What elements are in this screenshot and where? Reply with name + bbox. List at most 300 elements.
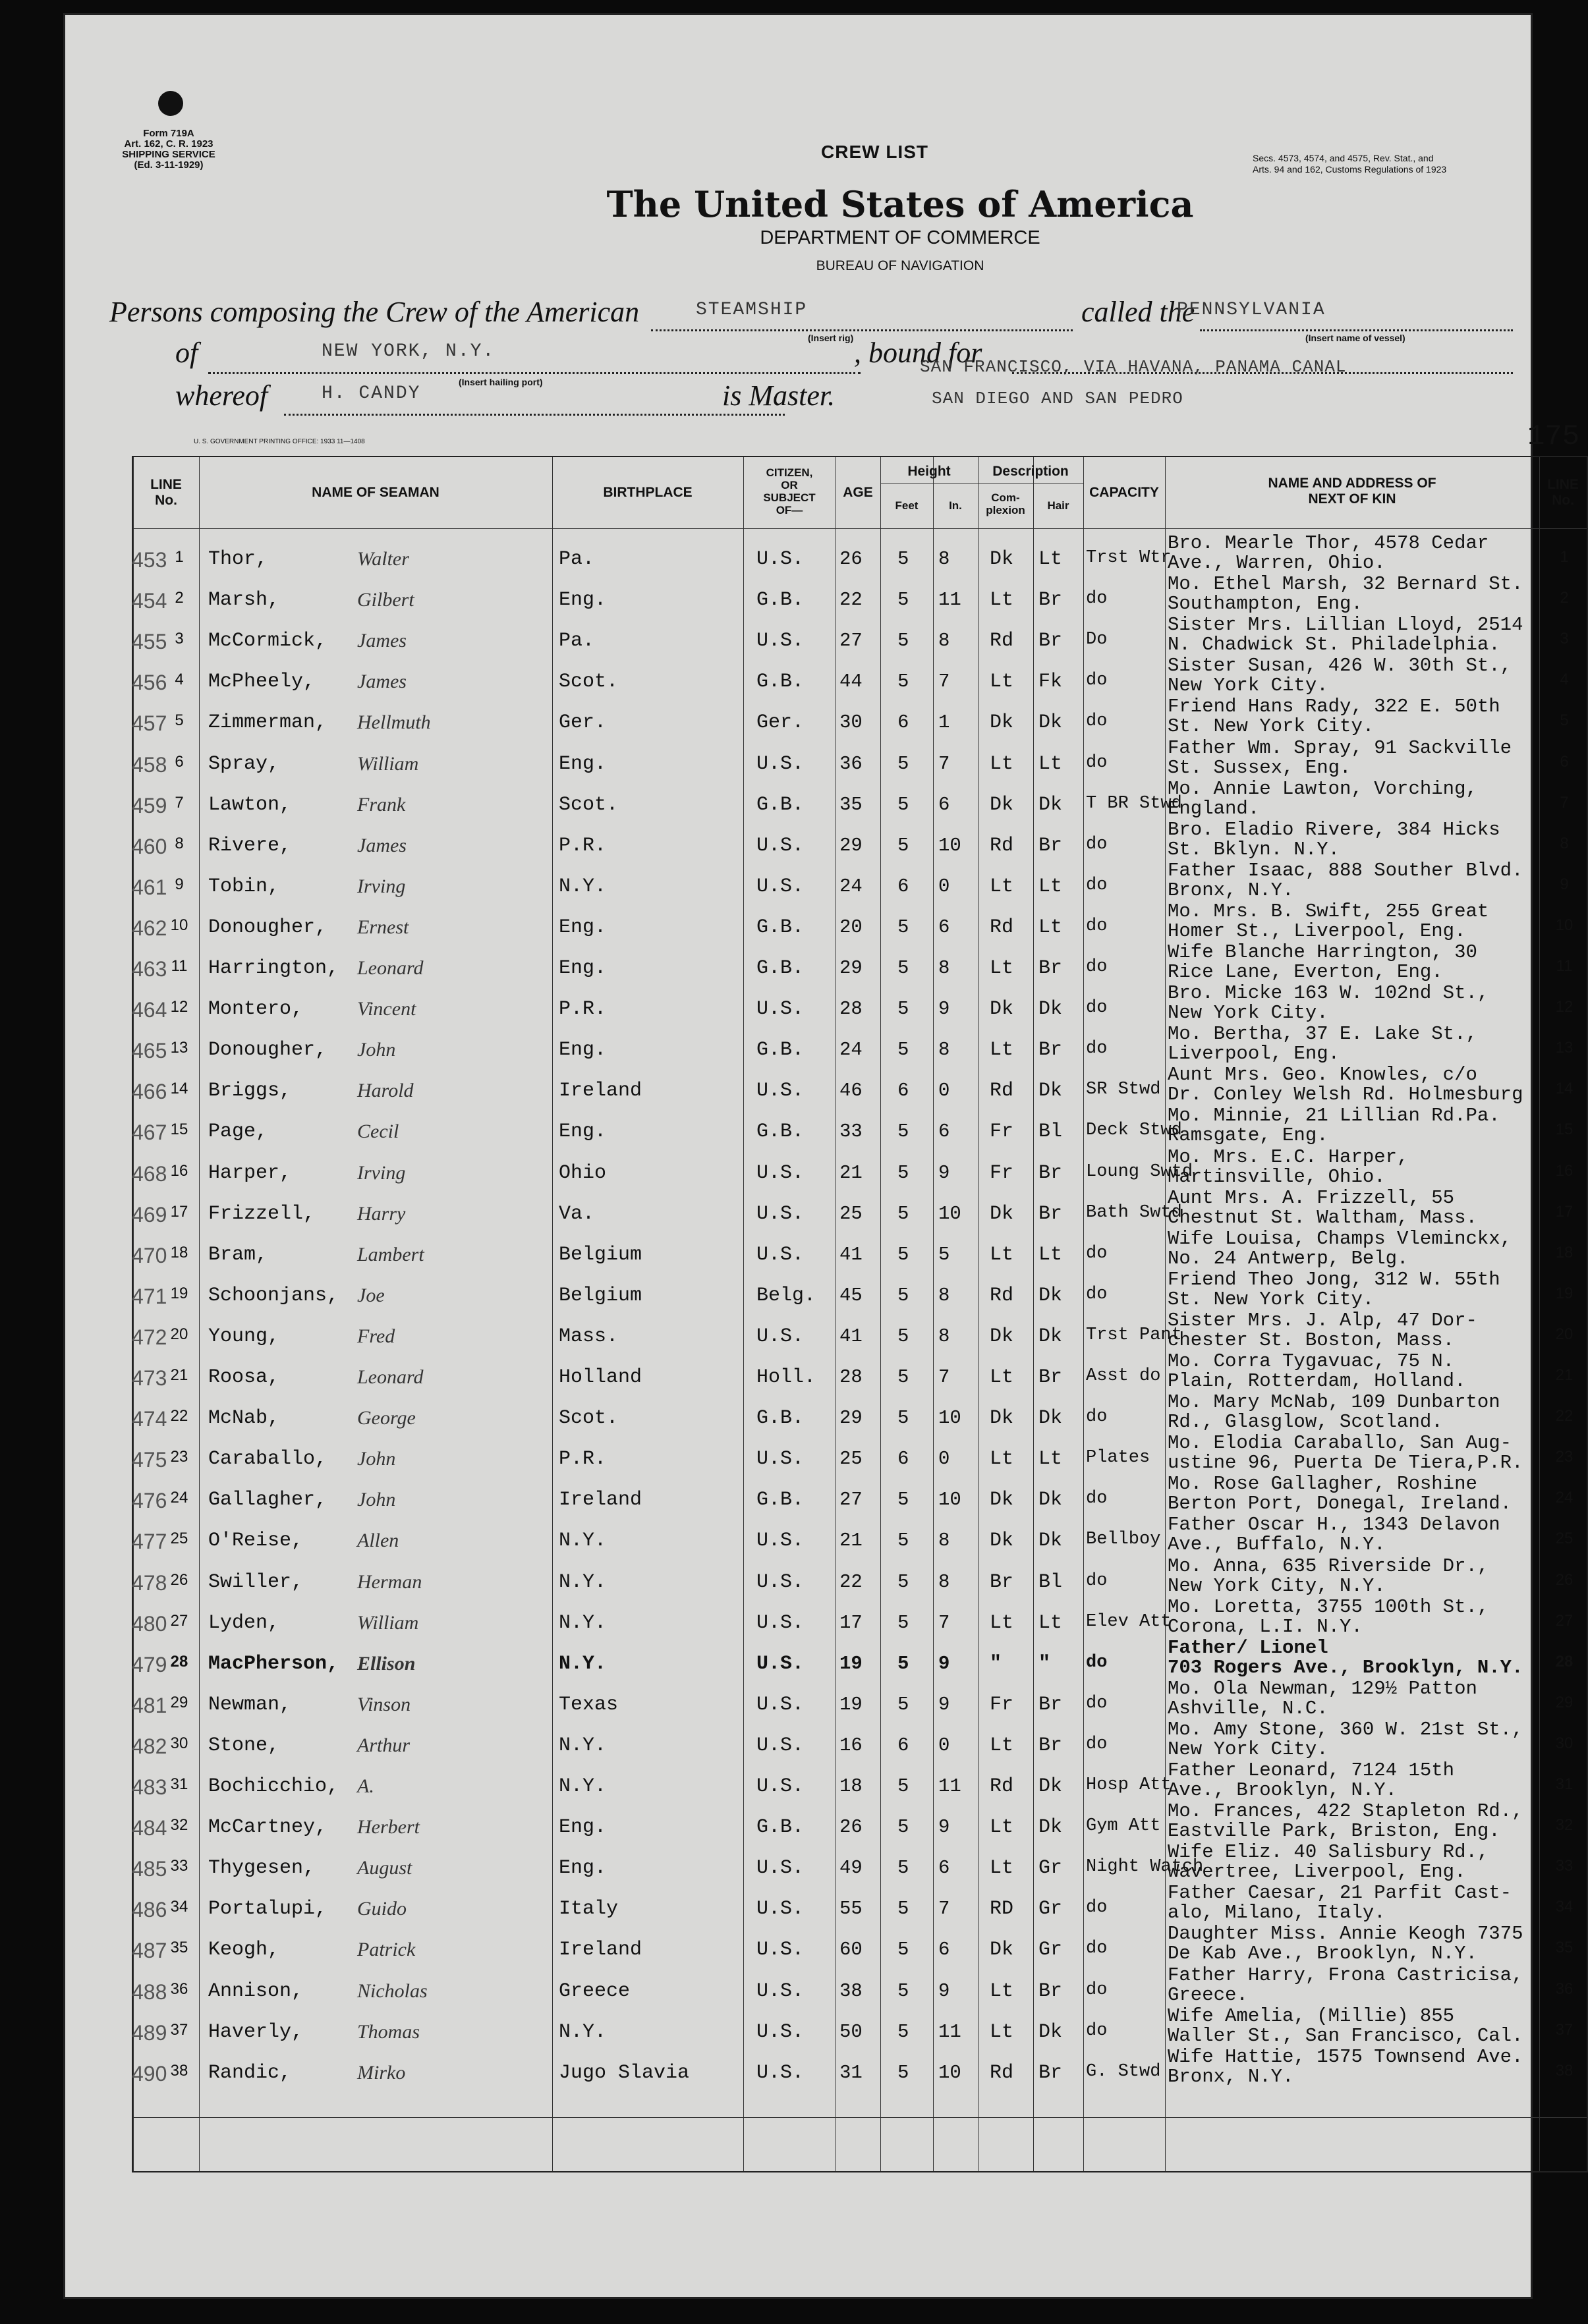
cell-in: 9 — [938, 1161, 950, 1184]
cell-hair: Bl — [1038, 1120, 1063, 1144]
cell-hair: Lt — [1038, 1243, 1063, 1266]
cell-in: 9 — [938, 1816, 950, 1839]
cell-given: Thomas — [357, 2020, 420, 2043]
col-hair: Hair — [1047, 499, 1069, 512]
cell-no: 8 — [175, 834, 184, 852]
cell-in: 11 — [938, 589, 961, 611]
cell-comp: Rd — [990, 630, 1014, 653]
cell-hair: " — [1038, 1652, 1051, 1675]
cell-birth: P.R. — [559, 834, 607, 857]
cell-kin-line2: Dr. Conley Welsh Rd. Holmesburg — [1168, 1084, 1523, 1106]
cell-birth: N.Y. — [559, 1570, 607, 1593]
cell-cap: do — [1086, 834, 1108, 854]
cell-birth: Eng. — [559, 1039, 607, 1062]
cell-age: 25 — [839, 1448, 863, 1470]
cell-cit: U.S. — [756, 1857, 805, 1880]
cell-rno: 14 — [1555, 1080, 1574, 1098]
cell-age: 55 — [839, 1898, 863, 1920]
table-row — [132, 573, 1587, 618]
cell-cap: Elev Att — [1086, 1611, 1172, 1632]
cell-given: James — [357, 834, 407, 856]
cell-birth: Holland — [559, 1366, 642, 1389]
cell-age: 49 — [839, 1857, 863, 1879]
cell-pen: 464 — [132, 998, 167, 1022]
cell-hair: Gr — [1038, 1898, 1063, 1921]
cell-ft: 5 — [897, 1202, 909, 1225]
cell-no: 32 — [170, 1816, 188, 1835]
cell-rno: 38 — [1555, 2061, 1574, 2080]
cell-kin-line2: Greece. — [1168, 1983, 1248, 2006]
cell-comp: Lt — [990, 589, 1014, 612]
cell-kin-line2: Bronx, N.Y. — [1168, 879, 1294, 901]
cell-comp: Lt — [990, 1857, 1014, 1880]
cell-given: Fred — [357, 1325, 395, 1347]
table-row — [132, 982, 1587, 1027]
cell-rno: 6 — [1560, 752, 1569, 771]
cell-pen: 484 — [132, 1816, 167, 1840]
cell-hair: Dk — [1038, 1775, 1063, 1798]
cell-hair: Dk — [1038, 1080, 1063, 1103]
cell-cit: U.S. — [756, 1202, 805, 1225]
cell-pen: 490 — [132, 2061, 167, 2086]
cell-age: 27 — [839, 1489, 863, 1511]
cell-given: Leonard — [357, 957, 424, 979]
cell-given: Herbert — [357, 1816, 420, 1839]
cell-pen: 486 — [132, 1898, 167, 1922]
cell-kin-line2: Berton Port, Donegal, Ireland. — [1168, 1493, 1512, 1515]
cell-comp: Rd — [990, 2061, 1014, 2084]
cell-pen: 475 — [132, 1448, 167, 1472]
cell-given: James — [357, 671, 407, 693]
cell-ft: 5 — [897, 1530, 909, 1552]
cell-rno: 31 — [1555, 1775, 1574, 1793]
cell-pen: 483 — [132, 1775, 167, 1799]
cell-birth: Scot. — [559, 671, 619, 694]
cell-surname: Annison, — [208, 1979, 304, 2003]
cell-no: 11 — [171, 957, 188, 975]
vessel-underline — [1200, 329, 1513, 331]
cell-kin-line2: Ramsgate, Eng. — [1168, 1124, 1328, 1147]
table-row — [132, 1964, 1587, 2009]
cell-given: John — [357, 1448, 396, 1470]
table-row — [132, 696, 1587, 740]
cell-in: 8 — [938, 1570, 950, 1593]
cell-age: 17 — [839, 1611, 863, 1634]
cell-pen: 478 — [132, 1570, 167, 1595]
cell-no: 36 — [170, 1979, 188, 1998]
cell-rno: 27 — [1555, 1611, 1574, 1630]
cell-comp: Lt — [990, 1734, 1014, 1757]
cell-rno: 3 — [1560, 630, 1569, 648]
cell-given: Mirko — [357, 2061, 406, 2084]
crew-table — [132, 456, 1588, 2172]
cell-rno: 13 — [1555, 1039, 1574, 1057]
cell-pen: 465 — [132, 1039, 167, 1063]
cell-kin-line1: Father Oscar H., 1343 Delavon — [1168, 1514, 1500, 1536]
cell-kin-line1: Father Harry, Frona Castricisa, — [1168, 1964, 1523, 1986]
cell-ft: 5 — [897, 1120, 909, 1143]
cell-kin-line1: Father Leonard, 7124 15th — [1168, 1759, 1455, 1781]
cell-surname: Bram, — [208, 1243, 268, 1266]
cell-cap: T BR Stwd — [1086, 793, 1182, 814]
cell-hair: Br — [1038, 834, 1063, 857]
cell-pen: 457 — [132, 711, 167, 736]
cell-hair: Gr — [1038, 1939, 1063, 1962]
cell-kin-line1: Mo. Ethel Marsh, 32 Bernard St. — [1168, 573, 1523, 595]
cell-rno: 30 — [1555, 1734, 1574, 1752]
cell-age: 20 — [839, 916, 863, 938]
table-row — [132, 1064, 1587, 1109]
cell-cit: G.B. — [756, 957, 805, 980]
table-row — [132, 1677, 1587, 1723]
cell-birth: Eng. — [559, 589, 607, 612]
cell-no: 23 — [170, 1448, 188, 1466]
cell-in: 10 — [938, 834, 961, 856]
cell-kin-line1: Friend Hans Rady, 322 E. 50th — [1168, 696, 1500, 718]
col-line-no-right: LINE No. — [1547, 477, 1579, 508]
cell-birth: Ireland — [559, 1080, 642, 1103]
cell-kin-line2: chester St. Boston, Mass. — [1168, 1329, 1455, 1351]
crew-list-document — [63, 13, 1580, 2299]
col-birthplace: BIRTHPLACE — [603, 485, 693, 500]
table-row — [132, 777, 1587, 823]
cell-surname: McNab, — [208, 1407, 280, 1430]
insert-port-note: (Insert hailing port) — [459, 377, 543, 387]
cell-kin-line1: Sister Mrs. J. Alp, 47 Dor- — [1168, 1309, 1477, 1331]
cell-kin-line2: Chestnut St. Waltham, Mass. — [1168, 1206, 1477, 1229]
rig-value: STEAMSHIP — [696, 300, 808, 320]
cell-given: Allen — [357, 1530, 399, 1552]
cell-given: William — [357, 1611, 419, 1634]
cell-ft: 6 — [897, 1080, 909, 1102]
cell-surname: Donougher, — [208, 1039, 327, 1062]
cell-comp: Lt — [990, 1816, 1014, 1839]
cell-surname: Newman, — [208, 1693, 292, 1716]
cell-rno: 18 — [1555, 1243, 1574, 1261]
cell-in: 0 — [938, 1448, 950, 1470]
cell-hair: Lt — [1038, 875, 1063, 898]
cell-birth: Eng. — [559, 1816, 607, 1839]
cell-pen: 470 — [132, 1243, 167, 1267]
cell-given: John — [357, 1489, 396, 1511]
cell-cit: U.S. — [756, 630, 805, 653]
punch-hole — [158, 91, 183, 116]
cell-surname: Gallagher, — [208, 1489, 327, 1512]
cell-comp: Dk — [990, 711, 1014, 734]
table-row — [132, 859, 1587, 904]
cell-kin-line2: Ashville, N.C. — [1168, 1697, 1328, 1719]
col-inches: In. — [949, 499, 962, 512]
cell-comp: Dk — [990, 1489, 1014, 1512]
cell-pen: 456 — [132, 671, 167, 695]
cell-kin-line2: Southampton, Eng. — [1168, 593, 1363, 615]
cell-in: 7 — [938, 1898, 950, 1920]
cell-hair: Br — [1038, 1979, 1063, 2003]
cell-age: 28 — [839, 998, 863, 1020]
cell-no: 14 — [170, 1080, 188, 1098]
col-next-of-kin: NAME AND ADDRESS OF NEXT OF KIN — [1268, 476, 1436, 507]
cell-kin-line1: Mo. Amy Stone, 360 W. 21st St., — [1168, 1718, 1523, 1740]
cell-comp: Fr — [990, 1161, 1014, 1184]
cell-given: Nicholas — [357, 1979, 428, 2002]
cell-cit: U.S. — [756, 1161, 805, 1184]
cell-kin-line1: Mo. Frances, 422 Stapleton Rd., — [1168, 1800, 1523, 1823]
cell-in: 7 — [938, 1366, 950, 1388]
cell-birth: Ireland — [559, 1939, 642, 1962]
cell-pen: 488 — [132, 1979, 167, 2004]
cell-pen: 482 — [132, 1734, 167, 1758]
cell-rno: 21 — [1555, 1366, 1574, 1384]
cell-hair: Br — [1038, 2061, 1063, 2084]
cell-no: 13 — [170, 1039, 188, 1057]
cell-age: 26 — [839, 548, 863, 570]
cell-ft: 5 — [897, 916, 909, 938]
cell-given: Vinson — [357, 1693, 411, 1715]
cell-cap: do — [1086, 589, 1108, 609]
cell-age: 29 — [839, 957, 863, 979]
table-row — [132, 1514, 1587, 1559]
cell-cit: U.S. — [756, 1734, 805, 1757]
cell-ft: 6 — [897, 1734, 909, 1756]
cell-comp: Lt — [990, 1611, 1014, 1634]
cell-ft: 5 — [897, 1243, 909, 1265]
cell-cit: U.S. — [756, 2020, 805, 2043]
cell-age: 35 — [839, 793, 863, 816]
cell-in: 10 — [938, 2061, 961, 2084]
cell-surname: Stone, — [208, 1734, 280, 1757]
rig-underline — [651, 329, 1073, 331]
col-name: NAME OF SEAMAN — [312, 485, 440, 500]
cell-comp: Dk — [990, 998, 1014, 1021]
cell-kin-line1: Wife Louisa, Champs Vleminckx, — [1168, 1227, 1512, 1250]
cell-comp: Rd — [990, 1284, 1014, 1307]
cell-in: 8 — [938, 1530, 950, 1552]
cell-no: 20 — [170, 1325, 188, 1343]
cell-surname: Randic, — [208, 2061, 292, 2084]
cell-cit: U.S. — [756, 1570, 805, 1593]
cell-pen: 463 — [132, 957, 167, 981]
cell-cit: U.S. — [756, 1325, 805, 1348]
cell-cap: Hosp Att — [1086, 1775, 1172, 1795]
cell-no: 34 — [170, 1898, 188, 1916]
cell-no: 30 — [170, 1734, 188, 1752]
cell-rno: 7 — [1560, 793, 1569, 812]
table-row — [132, 1759, 1587, 1804]
cell-comp: Fr — [990, 1120, 1014, 1144]
cell-age: 60 — [839, 1939, 863, 1961]
cell-no: 1 — [175, 548, 184, 566]
cell-surname: Lyden, — [208, 1611, 280, 1634]
cell-given: Leonard — [357, 1366, 424, 1388]
cell-in: 8 — [938, 1284, 950, 1306]
cell-given: Vincent — [357, 998, 416, 1020]
cell-age: 45 — [839, 1284, 863, 1306]
cell-in: 1 — [938, 711, 950, 734]
cell-cap: do — [1086, 1939, 1108, 1959]
cell-kin-line1: Mo. Loretta, 3755 100th St., — [1168, 1595, 1489, 1618]
cell-cap: do — [1086, 916, 1108, 936]
cell-rno: 9 — [1560, 875, 1569, 893]
cell-kin-line2: St. Bklyn. N.Y. — [1168, 838, 1340, 860]
cell-cap: Bellboy — [1086, 1530, 1161, 1550]
cell-rno: 16 — [1555, 1161, 1574, 1180]
cell-rno: 32 — [1555, 1816, 1574, 1835]
cell-birth: Eng. — [559, 957, 607, 980]
cell-ft: 5 — [897, 1039, 909, 1061]
table-row — [132, 1309, 1587, 1354]
cell-ft: 5 — [897, 1570, 909, 1593]
table-row — [132, 614, 1587, 659]
cell-pen: 459 — [132, 793, 167, 817]
cell-kin-line1: Mo. Annie Lawton, Vorching, — [1168, 777, 1477, 800]
cell-in: 9 — [938, 1693, 950, 1715]
cell-birth: Ireland — [559, 1489, 642, 1512]
cell-birth: Ger. — [559, 711, 607, 734]
cell-pen: 462 — [132, 916, 167, 940]
cell-cit: Holl. — [756, 1366, 816, 1389]
cell-comp: Lt — [990, 671, 1014, 694]
cell-birth: N.Y. — [559, 875, 607, 898]
cell-no: 12 — [170, 998, 188, 1016]
cell-given: Irving — [357, 875, 406, 897]
cell-surname: Marsh, — [208, 589, 280, 612]
cell-surname: Roosa, — [208, 1366, 280, 1389]
cell-comp: Rd — [990, 916, 1014, 939]
cell-pen: 460 — [132, 834, 167, 858]
cell-comp: Rd — [990, 1080, 1014, 1103]
cell-in: 8 — [938, 548, 950, 570]
cell-rno: 19 — [1555, 1284, 1574, 1302]
cell-ft: 5 — [897, 1161, 909, 1184]
cell-ft: 5 — [897, 1407, 909, 1429]
cell-birth: Eng. — [559, 916, 607, 939]
cell-pen: 469 — [132, 1202, 167, 1227]
cell-birth: N.Y. — [559, 1530, 607, 1553]
cell-cit: U.S. — [756, 998, 805, 1021]
cell-comp: Lt — [990, 752, 1014, 775]
cell-pen: 467 — [132, 1120, 167, 1145]
cell-no: 26 — [170, 1570, 188, 1589]
cell-surname: Thor, — [208, 548, 268, 570]
cell-kin-line2: Ave., Brooklyn, N.Y. — [1168, 1779, 1398, 1801]
cell-ft: 5 — [897, 1611, 909, 1634]
cell-kin-line1: Mo. Bertha, 37 E. Lake St., — [1168, 1023, 1477, 1045]
cell-ft: 5 — [897, 671, 909, 693]
cell-hair: Gr — [1038, 1857, 1063, 1880]
cell-kin-line2: New York City. — [1168, 675, 1328, 697]
vessel-value: PENNSYLVANIA — [1177, 300, 1326, 320]
cell-hair: Dk — [1038, 1325, 1063, 1348]
cell-pen: 489 — [132, 2020, 167, 2045]
cell-cap: Trst Wtr — [1086, 548, 1172, 568]
cell-kin-line1: Sister Susan, 426 W. 30th St., — [1168, 655, 1512, 677]
cell-birth: Pa. — [559, 630, 595, 653]
cell-ft: 5 — [897, 752, 909, 775]
cell-surname: MacPherson, — [208, 1652, 339, 1675]
cell-cap: do — [1086, 1693, 1108, 1713]
cell-in: 0 — [938, 1080, 950, 1102]
cell-in: 8 — [938, 630, 950, 652]
cell-given: Arthur — [357, 1734, 411, 1756]
cell-in: 7 — [938, 1611, 950, 1634]
cell-no: 27 — [170, 1611, 188, 1630]
destination-continued: SAN DIEGO AND SAN PEDRO — [932, 389, 1183, 408]
cell-given: Hellmuth — [357, 711, 431, 734]
table-row — [132, 1636, 1587, 1682]
cell-kin-line2: Bronx, N.Y. — [1168, 2065, 1294, 2088]
cell-pen: 474 — [132, 1407, 167, 1431]
col-height: Height — [907, 464, 951, 479]
cell-in: 6 — [938, 916, 950, 938]
cell-no: 28 — [170, 1652, 188, 1671]
cell-no: 37 — [170, 2020, 188, 2039]
cell-in: 9 — [938, 1979, 950, 2002]
cell-age: 29 — [839, 834, 863, 856]
cell-cap: do — [1086, 2020, 1108, 2041]
cell-hair: Br — [1038, 1366, 1063, 1389]
is-master-label: is Master. — [722, 379, 836, 412]
insert-rig-note: (Insert rig) — [808, 333, 854, 343]
cell-kin-line1: Mo. Mrs. E.C. Harper, — [1168, 1146, 1409, 1168]
cell-birth: Greece — [559, 1979, 631, 2003]
cell-birth: Scot. — [559, 1407, 619, 1430]
cell-cap: Asst do — [1086, 1366, 1161, 1386]
cell-no: 25 — [170, 1530, 188, 1548]
cell-hair: Fk — [1038, 671, 1063, 694]
cell-kin-line1: Aunt Mrs. Geo. Knowles, c/o — [1168, 1064, 1477, 1086]
cell-cap: do — [1086, 957, 1108, 977]
cell-age: 18 — [839, 1775, 863, 1797]
destination-value: SAN FRANCISCO, VIA HAVANA, PANAMA CANAL — [920, 357, 1347, 377]
cell-hair: Br — [1038, 630, 1063, 653]
cell-comp: Lt — [990, 2020, 1014, 2043]
table-row — [132, 941, 1587, 986]
cell-no: 19 — [170, 1284, 188, 1302]
cell-kin-line1: Mo. Rose Gallagher, Roshine — [1168, 1473, 1477, 1495]
cell-cit: U.S. — [756, 2061, 805, 2084]
cell-cit: U.S. — [756, 1611, 805, 1634]
cell-rno: 22 — [1555, 1407, 1574, 1425]
cell-age: 41 — [839, 1243, 863, 1265]
cell-hair: Lt — [1038, 1448, 1063, 1471]
cell-pen: 487 — [132, 1939, 167, 1963]
cell-in: 5 — [938, 1243, 950, 1265]
cell-kin-line2: St. Sussex, Eng. — [1168, 756, 1351, 779]
cell-kin-line1: Aunt Mrs. A. Frizzell, 55 — [1168, 1186, 1455, 1209]
cell-birth: P.R. — [559, 998, 607, 1021]
cell-age: 22 — [839, 589, 863, 611]
cell-kin-line2: St. New York City. — [1168, 1288, 1375, 1310]
cell-rno: 12 — [1555, 998, 1574, 1016]
cell-pen: 480 — [132, 1611, 167, 1636]
cell-rno: 36 — [1555, 1979, 1574, 1998]
table-row — [132, 1432, 1587, 1477]
cell-kin-line2: 703 Rogers Ave., Brooklyn, N.Y. — [1168, 1656, 1523, 1678]
cell-no: 4 — [175, 671, 184, 689]
document-title: The United States of America — [606, 183, 1194, 225]
col-capacity: CAPACITY — [1089, 485, 1159, 500]
cell-hair: Dk — [1038, 1816, 1063, 1839]
cell-cap: do — [1086, 1284, 1108, 1304]
cell-hair: Dk — [1038, 1407, 1063, 1430]
cell-comp: Lt — [990, 1243, 1014, 1266]
table-row — [132, 1105, 1587, 1149]
cell-kin-line1: Father Isaac, 888 Souther Blvd. — [1168, 859, 1523, 881]
cell-pen: 479 — [132, 1652, 167, 1676]
cell-hair: Br — [1038, 1039, 1063, 1062]
cell-no: 6 — [175, 752, 184, 771]
cell-surname: Montero, — [208, 998, 304, 1021]
